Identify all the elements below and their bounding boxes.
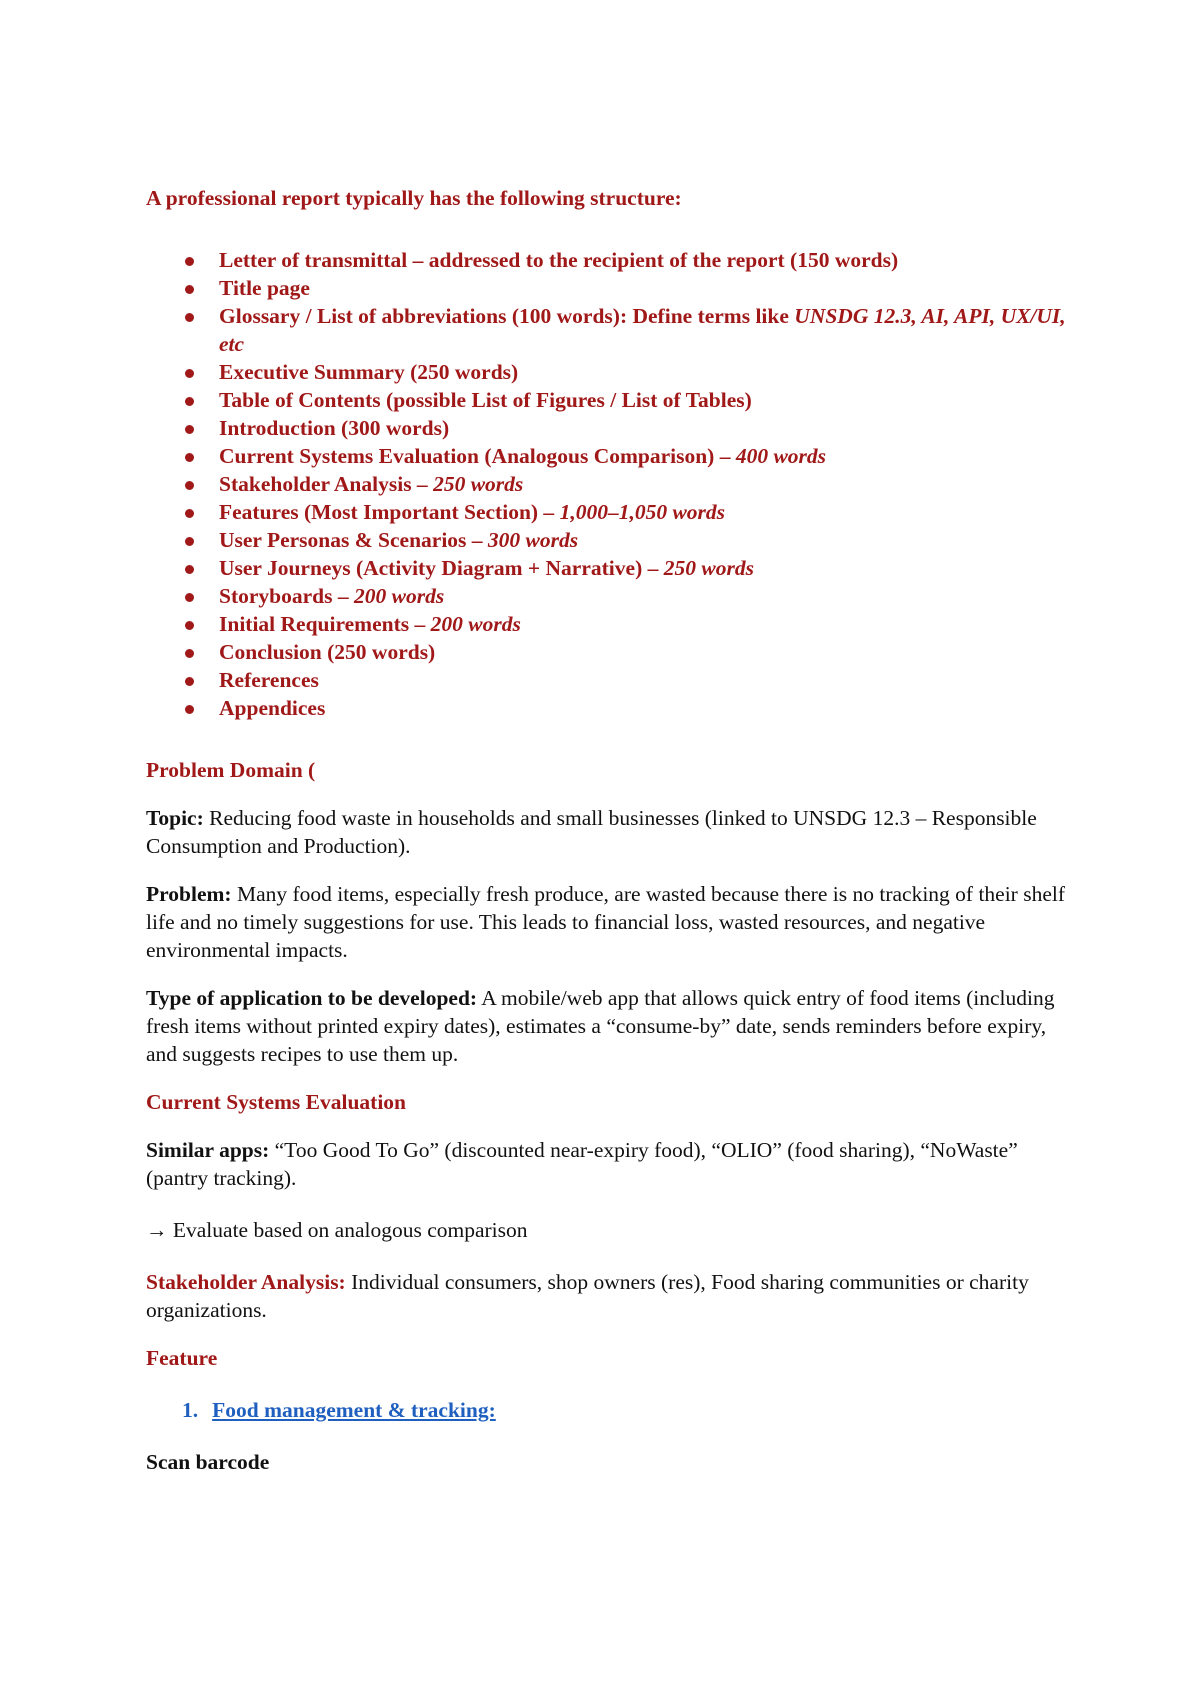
bullet-icon bbox=[185, 537, 194, 546]
structure-item-emphasis: 200 words bbox=[430, 612, 521, 636]
feature-item-link[interactable]: Food management & tracking: bbox=[212, 1398, 496, 1422]
bullet-icon bbox=[185, 649, 194, 658]
structure-list-item bbox=[146, 694, 1066, 722]
structure-item-text: Glossary / List of abbreviations (100 words): Define terms like bbox=[219, 304, 795, 328]
structure-list-item bbox=[146, 302, 1066, 358]
application-type-paragraph bbox=[146, 984, 1066, 1068]
structure-item-emphasis: 250 words bbox=[663, 556, 754, 580]
bullet-icon bbox=[185, 621, 194, 630]
bullet-icon bbox=[185, 593, 194, 602]
stakeholder-paragraph bbox=[146, 1268, 1066, 1324]
bullet-icon bbox=[185, 257, 194, 266]
bullet-icon bbox=[185, 397, 194, 406]
structure-item-emphasis: 400 words bbox=[735, 444, 827, 468]
structure-item-text: Table of Contents (possible List of Figures / List of Tables) bbox=[219, 388, 752, 412]
stakeholder-label: Stakeholder Analysis: bbox=[146, 1270, 346, 1294]
structure-list-item bbox=[146, 526, 1066, 554]
structure-item-text: Title page bbox=[219, 276, 310, 300]
structure-list-item bbox=[146, 470, 1066, 498]
bullet-icon bbox=[185, 509, 194, 518]
structure-item-text: Stakeholder Analysis – bbox=[219, 472, 434, 496]
topic-paragraph bbox=[146, 804, 1066, 860]
bullet-icon bbox=[185, 369, 194, 378]
report-structure-list bbox=[146, 246, 1066, 722]
stakeholder-text: Individual consumers, shop owners (res), Food sharing communities or charity organizations. bbox=[146, 1270, 1029, 1322]
bullet-icon bbox=[185, 425, 194, 434]
structure-item-text: Current Systems Evaluation (Analogous Comparison) – bbox=[219, 444, 736, 468]
bullet-icon bbox=[185, 705, 194, 714]
structure-item-text: Letter of transmittal – addressed to the recipient of the report (150 words) bbox=[219, 248, 899, 272]
structure-item-emphasis: 1,000–1,050 words bbox=[559, 500, 726, 524]
similar-apps-label: Similar apps: bbox=[146, 1138, 270, 1162]
problem-label: Problem: bbox=[146, 882, 232, 906]
problem-text: Many food items, especially fresh produce, are wasted because there is no tracking of their shelf life and no timely suggestions for use. This leads to financial loss, wasted resources, and negative environmental impacts. bbox=[146, 882, 1066, 962]
structure-item-text: Introduction (300 words) bbox=[219, 416, 450, 440]
structure-list-item bbox=[146, 442, 1066, 470]
structure-item-text: Initial Requirements – bbox=[219, 612, 431, 636]
structure-list-item bbox=[146, 666, 1066, 694]
structure-item-emphasis: 250 words bbox=[433, 472, 524, 496]
evaluate-note: → Evaluate based on analogous comparison bbox=[146, 1218, 528, 1242]
structure-item-emphasis: 300 words bbox=[487, 528, 579, 552]
bullet-icon bbox=[185, 285, 194, 294]
structure-item-text: Appendices bbox=[219, 696, 326, 720]
feature-item-number: 1. bbox=[182, 1398, 199, 1422]
bullet-icon bbox=[185, 481, 194, 490]
structure-item-emphasis: UNSDG 12.3, AI, API, UX/UI, etc bbox=[219, 304, 1066, 356]
topic-text: Reducing food waste in households and small businesses (linked to UNSDG 12.3 – Responsible Consumption and Production). bbox=[146, 806, 1037, 858]
structure-item-text: Storyboards – bbox=[219, 584, 354, 608]
structure-item-emphasis: 200 words bbox=[353, 584, 445, 608]
structure-item-text: References bbox=[219, 668, 319, 692]
structure-list-item bbox=[146, 358, 1066, 386]
scan-barcode-heading: Scan barcode bbox=[146, 1450, 270, 1474]
structure-list-item bbox=[146, 638, 1066, 666]
structure-item-text: User Journeys (Activity Diagram + Narrative) – bbox=[219, 556, 664, 580]
feature-list-item bbox=[146, 1396, 1066, 1424]
structure-list-item bbox=[146, 498, 1066, 526]
structure-item-text: Conclusion (250 words) bbox=[219, 640, 436, 664]
application-type-label: Type of application to be developed: bbox=[146, 986, 478, 1010]
bullet-icon bbox=[185, 677, 194, 686]
structure-item-text: Features (Most Important Section) – bbox=[219, 500, 560, 524]
problem-paragraph bbox=[146, 880, 1066, 964]
application-type-text: A mobile/web app that allows quick entry of food items (including fresh items without printed expiry dates), estimates a “consume-by” date, sends reminders before expiry, and suggests recipes to use them up. bbox=[146, 986, 1055, 1066]
bullet-icon bbox=[185, 453, 194, 462]
document-page bbox=[146, 184, 1066, 1476]
similar-apps-paragraph bbox=[146, 1136, 1066, 1192]
topic-label: Topic: bbox=[146, 806, 204, 830]
structure-item-text: Executive Summary (250 words) bbox=[219, 360, 519, 384]
structure-item-text: User Personas & Scenarios – bbox=[219, 528, 488, 552]
structure-list-item bbox=[146, 610, 1066, 638]
bullet-icon bbox=[185, 565, 194, 574]
structure-list-item bbox=[146, 414, 1066, 442]
structure-list-item bbox=[146, 386, 1066, 414]
similar-apps-text: “Too Good To Go” (discounted near-expiry food), “OLIO” (food sharing), “NoWaste” (pantry tracking). bbox=[146, 1138, 1018, 1190]
feature-heading: Feature bbox=[146, 1346, 218, 1370]
structure-list-item bbox=[146, 582, 1066, 610]
problem-domain-heading: Problem Domain ( bbox=[146, 758, 316, 782]
structure-list-item bbox=[146, 554, 1066, 582]
intro-heading: A professional report typically has the following structure: bbox=[146, 186, 682, 210]
bullet-icon bbox=[185, 313, 194, 322]
structure-list-item bbox=[146, 246, 1066, 274]
current-systems-heading: Current Systems Evaluation bbox=[146, 1090, 407, 1114]
structure-list-item bbox=[146, 274, 1066, 302]
